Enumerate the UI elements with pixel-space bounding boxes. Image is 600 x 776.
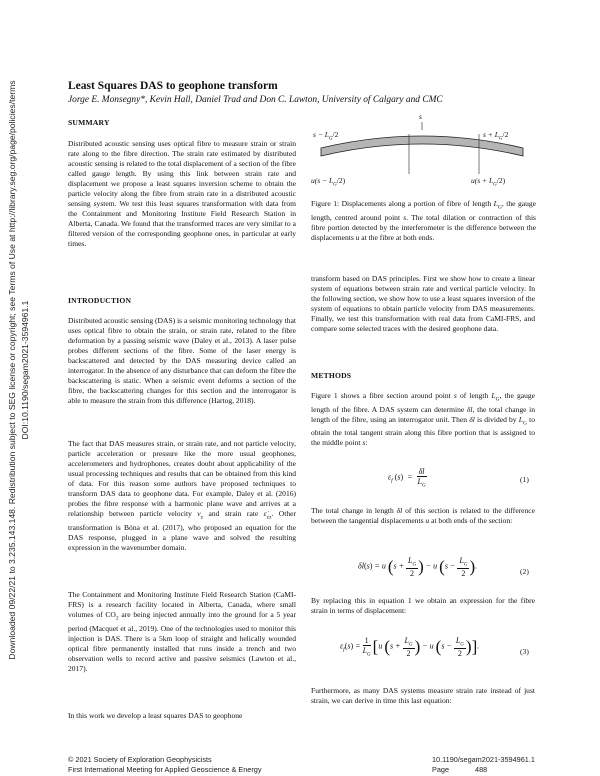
figure-label-u-left: [311, 176, 345, 188]
summary-section: [68, 139, 296, 250]
caption-u: u: [355, 232, 360, 242]
figure-label-s-minus-sub: G: [328, 136, 333, 142]
caption-lg-sub: G: [497, 204, 502, 211]
sidebar-download-notice: Downloaded 09/22/21 to 3.235.143.148. Redistribution subject to SEG license or copyright; see Terms of Use at http://library.seg.org/page/policies/terms: [7, 80, 17, 660]
caption-b: , the gauge length, centred around point: [311, 199, 536, 222]
figure-label-s-plus-sub: G: [498, 136, 503, 142]
equation-1-number: (1): [520, 475, 529, 484]
intro-p2-vz-sub: z: [200, 514, 204, 521]
figure-label-s-minus: [313, 130, 338, 142]
m1c: , the gauge length of the fibre. A DAS system can determine: [311, 391, 536, 414]
introduction-p2: [68, 439, 296, 553]
m1-s2: s: [362, 438, 366, 448]
introduction-p4: In this work we develop a least squares DAS to geophone: [68, 711, 243, 720]
equation-2: δl(s) = u (s + $\frac{L_G}{2}$ ) − u (s − $\frac{L_G}{2}$ ).: [358, 556, 478, 578]
figure-label-u-left-close: /2): [336, 176, 346, 185]
caption-c: . The total dilation or contraction of this fibre portion detected by the interferometer is the difference between the displacements: [311, 212, 536, 242]
intro-p2-start: The fact that DAS measures strain, or strain rate, and not particle velocity, particle acceleration or pressure like the more usual geophones, accelerometers and hydrophones, creates doubt about applicability of the usual processing techniques and results that can be obtained from this kind of data. For this reason some authors have proposed techniques to transform DAS data to geophone data. For example, Daley et al. (2016) probes the fibre response with a harmonic plane wave and arrives at a relationship between particle velocity: [68, 439, 296, 519]
caption-d: at the fibre at both ends.: [359, 232, 435, 242]
sidebar-doi: DOI:10.1190/segam2021-3594961.1: [20, 300, 30, 440]
introduction-p1: Distributed acoustic sensing (DAS) is a seismic monitoring technology that uses optical fibre to obtain the strain, or strain rate, related to the fibre deformation by a passing seismic wave (Daley et al., 2013). A laser pulse probes different sections of the fibre. Some of the laser energy is backscattered and detected by the DAS measuring device called an interrogator. In the absence of any disturbance that can deform the fibre the backscattering is static. When a seismic event deforms a section of the fibre, the backscattering changes for this section and the interrogator is able to measure the strain from this difference (Hartog, 2018).: [68, 316, 296, 406]
m1g: :: [365, 438, 368, 448]
figure-caption-text: [311, 199, 536, 243]
m1-lg2-sub: G: [522, 420, 527, 427]
figure-label-u-right-sub: G: [493, 182, 497, 188]
m2c: at both ends of the section:: [429, 516, 513, 526]
methods-p2: [311, 506, 535, 526]
right-intro-block: [311, 274, 535, 334]
m1e: is divided by: [474, 414, 519, 424]
methods-heading: METHODS: [311, 371, 352, 380]
download-sidebar: [6, 70, 36, 670]
m2-dl: δl: [396, 506, 403, 515]
m1-lg2: L: [518, 414, 523, 424]
footer-page-label: Page: [432, 764, 450, 774]
methods-p1: [311, 391, 535, 448]
intro-p2-eps: ε̇: [263, 509, 267, 519]
methods-p3: By replacing this in equation 1 we obtain an expression for the fibre strain in terms of displacement:: [311, 596, 535, 616]
footer-right: [432, 755, 535, 774]
figure-label-s-plus: [483, 130, 508, 142]
intro-p2-mid: and strain rate: [203, 509, 264, 519]
introduction-p1-block: [68, 316, 296, 406]
methods-p4: Furthermore, as many DAS systems measure strain rate instead of just strain, we can derive in time this last equation:: [311, 686, 535, 706]
intro-p3-co2-sub: 2: [115, 615, 119, 622]
introduction-heading: INTRODUCTION: [68, 296, 132, 305]
intro-p2-eps-sub: zz: [266, 514, 272, 521]
intro-p2-end: . Other transformation is Bóna et al. (2017), who proposed an equation for the DAS response, plugged in a plane wave and solved the resulting expression in the wavenumber domain.: [68, 509, 296, 552]
intro-p2-vz: v: [197, 509, 201, 519]
equation-3-number: (3): [520, 647, 529, 656]
caption-lg: L: [493, 199, 498, 208]
equation-1: $\varepsilon_f$ (s) = $\frac{\delta l}{L_G}$: [388, 467, 426, 489]
introduction-p2-block: [68, 439, 296, 553]
intro-p3-end: are being injected annually into the ground for a 5 year period (Macquet et al., 2019). One of the technologies used to monitor this injection is DAS. There is a 5km loop of straight and helically wounded optical fibre permanently installed that runs inside a trench and two observation wells to record active and passive seismics (Lawton et al., 2017).: [68, 610, 296, 673]
footer-doi: 10.1190/segam2021-3594961.1: [432, 755, 535, 764]
m2b: of this section is related to the difference between the tangential displacements: [311, 506, 536, 526]
m1a: Figure 1 shows a fibre section around point: [311, 391, 454, 400]
m1-lg-sub: G: [495, 396, 500, 403]
figure-1: [311, 112, 533, 192]
m2-u: u: [425, 516, 430, 526]
figure-label-u-right-text: u(s + L: [471, 176, 494, 185]
intro-p3-start: The Containment and Monitoring Institute Field Research Station (CaMI-FRS) is a research facility located in Alberta, Canada, where small volumes of CO: [68, 590, 296, 620]
figure-label-u-right-close: /2): [496, 176, 506, 185]
figure-label-s-minus-half: /2: [332, 130, 339, 139]
m2a: The total change in length: [311, 506, 397, 515]
summary-text: Distributed acoustic sensing uses optical fibre to measure strain or strain rate along to the fibre direction. The strain rate estimated by distributed acoustic sensing is related to the total displacement of a section of the fibre called gauge length. By using this link between strain rate and displacement we propose a least squares inversion scheme to obtain the particle velocity along the fibre from strain rate in a distributed acoustic sensing system. We test this least squares transformation with data from the Containment and Monitoring Institute Field Research Station in Alberta, Canada. We found that the transformed traces are very similar to a filtered version of the corresponding geophone ones, in particular at early times.: [68, 139, 296, 249]
m1b: of length: [456, 391, 492, 400]
paper-title: Least Squares DAS to geophone transform: [68, 80, 278, 92]
introduction-p4-block: [68, 711, 296, 721]
introduction-p3: [68, 590, 296, 674]
figure-label-s-minus-text: s − L: [313, 130, 329, 139]
m1-lg: L: [491, 391, 496, 400]
figure-1-caption: [311, 199, 536, 243]
summary-heading: SUMMARY: [68, 118, 110, 127]
m1-dl: δl: [466, 404, 473, 414]
caption-a: Figure 1: Displacements along a portion of fibre of length: [311, 199, 494, 208]
equation-3: $\varepsilon_f(s)$ = $\frac{1}{L_G}$ [u (s + $\frac{L_G}{2}$ ) − u (s − $\frac{L_G}{2}$ )].: [340, 636, 480, 658]
footer-page-number: 488: [475, 764, 488, 774]
methods-p4-block: [311, 686, 535, 706]
figure-label-s-plus-half: /2: [502, 130, 509, 139]
footer-copyright: © 2021 Society of Exploration Geophysicists: [68, 755, 212, 764]
introduction-p3-block: [68, 590, 296, 674]
methods-p2-block: [311, 506, 535, 526]
figure-label-u-left-text: u(s − L: [311, 176, 334, 185]
m1d: , the total change in length of the fibre, using an interrogator unit. Then: [311, 404, 535, 424]
caption-s: s: [403, 212, 407, 222]
methods-p3-block: [311, 596, 535, 616]
figure-label-u-right: [471, 176, 505, 188]
right-intro-text: transform based on DAS principles. First we show how to create a linear system of equations between strain rate and vertical particle velocity. In the following section, we show how to use a least squares inversion of the system of equations to obtain particle velocity from DAS measurements. Finally, we test this transformation with real data from CaMI-FRS, and compare some selected traces with the desired geophone data.: [311, 274, 535, 334]
paper-authors: Jorge E. Monsegny*, Kevin Hall, Daniel Trad and Don C. Lawton, University of Calgary and CMC: [68, 95, 443, 105]
m1f: to obtain the total tangent strain along this fibre portion that is assigned to the middle point: [311, 414, 535, 448]
footer-page: [432, 765, 535, 775]
m1-dl2: δl: [469, 414, 475, 424]
figure-label-s-plus-text: s + L: [483, 130, 499, 139]
equation-2-number: (2): [520, 567, 529, 576]
figure-label-s: s: [419, 112, 422, 121]
footer-meeting: First International Meeting for Applied Geoscience & Energy: [68, 764, 262, 774]
footer-left: [68, 755, 261, 774]
figure-label-u-left-sub: G: [333, 182, 337, 188]
m1-s: s: [453, 391, 457, 400]
methods-p1-block: [311, 391, 535, 448]
